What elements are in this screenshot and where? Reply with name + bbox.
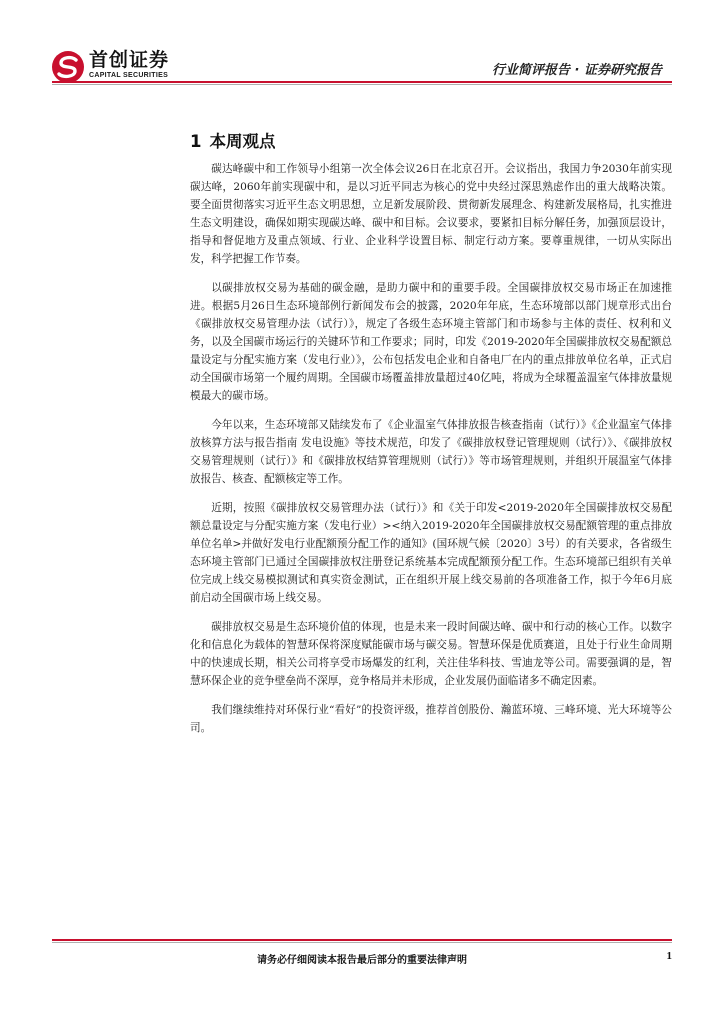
page-header — [0, 0, 724, 90]
paragraph-allocation: 近期，按照《碳排放权交易管理办法（试行）》和《关于印发<2019-2020年全国碳排放权交易配额总量设定与分配实施方案（发电行业）><纳入2019-2020年全国碳排放权交易配额管理的重点排放单位名单>并做好发电行业配额预分配工作的通知》(国环规气候〔2020〕3号）的有关要求，各省级生态环境主管部门已通过全国碳排放权注册登记系统基本完成配额预分配工作。生态环境部已组织有关单位完成上线交易模拟测试和真实资金测试，正在组织开展上线交易前的各项准备工作，拟于今年6月底前启动全国碳市场上线交易。 — [190, 502, 672, 604]
logo-subtext: CAPITAL SECURITIES — [89, 72, 169, 79]
company-logo-icon — [51, 50, 85, 84]
section-heading — [190, 130, 672, 154]
report-body — [190, 130, 672, 748]
paragraph-rating: 我们继续维持对环保行业“看好”的投资评级，推荐首创股份、瀚蓝环境、三峰环境、光大环境等公司。 — [190, 704, 672, 734]
paragraph-regulations: 今年以来，生态环境部又陆续发布了《企业温室气体排放报告核查指南（试行）》《企业温室气体排放核算方法与报告指南 发电设施》等技术规范，印发了《碳排放权登记管理规则（试行）》、《碳排放权交易管理规则（试行）》和《碳排放权结算管理规则（试行）》等市场管理规则，并组织开展温室气体排放报告、核查、配额核定等工作。 — [190, 419, 672, 485]
legal-disclaimer: 请务必仔细阅读本报告最后部分的重要法律声明 — [257, 955, 467, 966]
footer-divider — [52, 939, 672, 941]
section-title: 本周观点 — [209, 132, 276, 151]
section-number: 1 — [190, 132, 202, 151]
report-type-label: 行业简评报告 · 证券研究报告 — [492, 63, 662, 78]
logo-text: 首创证券 — [89, 49, 170, 71]
paragraph-smart-environment: 碳排放权交易是生态环境价值的体现，也是未来一段时间碳达峰、碳中和行动的核心工作。以数字化和信息化为载体的智慧环保将深度赋能碳市场与碳交易。智慧环保是优质赛道，且处于行业生命周期中的快速成长期，相关公司将享受市场爆发的红利，关注佳华科技、雪迪龙等公司。需要强调的是，智慧环保企业的竞争壁垒尚不深厚，竞争格局并未形成，企业发展仍面临诸多不确定因素。 — [190, 621, 672, 687]
footer-divider-thin — [52, 942, 672, 943]
header-divider — [52, 81, 672, 83]
header-divider-thin — [52, 84, 672, 85]
paragraph-carbon-market: 以碳排放权交易为基础的碳金融，是助力碳中和的重要手段。全国碳排放权交易市场正在加速推进。根据5月26日生态环境部例行新闻发布会的披露，2020年年底，生态环境部以部门规章形式出台《碳排放权交易管理办法（试行）》，规定了各级生态环境主管部门和市场参与主体的责任、权利和义务，以及全国碳市场运行的关键环节和工作要求；同时，印发《2019-2020年全国碳排放权交易配额总量设定与分配实施方案（发电行业）》，公布包括发电企业和自备电厂在内的重点排放单位名单，正式启动全国碳市场第一个履约周期。全国碳市场覆盖排放量超过40亿吨，将成为全球覆盖温室气体排放量规模最大的碳市场。 — [190, 282, 672, 402]
paragraph-carbon-meeting: 碳达峰碳中和工作领导小组第一次全体会议26日在北京召开。会议指出，我国力争2030年前实现碳达峰，2060年前实现碳中和，是以习近平同志为核心的党中央经过深思熟虑作出的重大战略决策。要全面贯彻落实习近平生态文明思想，立足新发展阶段、贯彻新发展理念、构建新发展格局，扎实推进生态文明建设，确保如期实现碳达峰、碳中和目标。会议要求，要紧扣目标分解任务，加强顶层设计，指导和督促地方及重点领域、行业、企业科学设置目标、制定行动方案。要尊重规律，一切从实际出发，科学把握工作节奏。 — [190, 163, 672, 265]
page-number: 1 — [666, 950, 672, 962]
